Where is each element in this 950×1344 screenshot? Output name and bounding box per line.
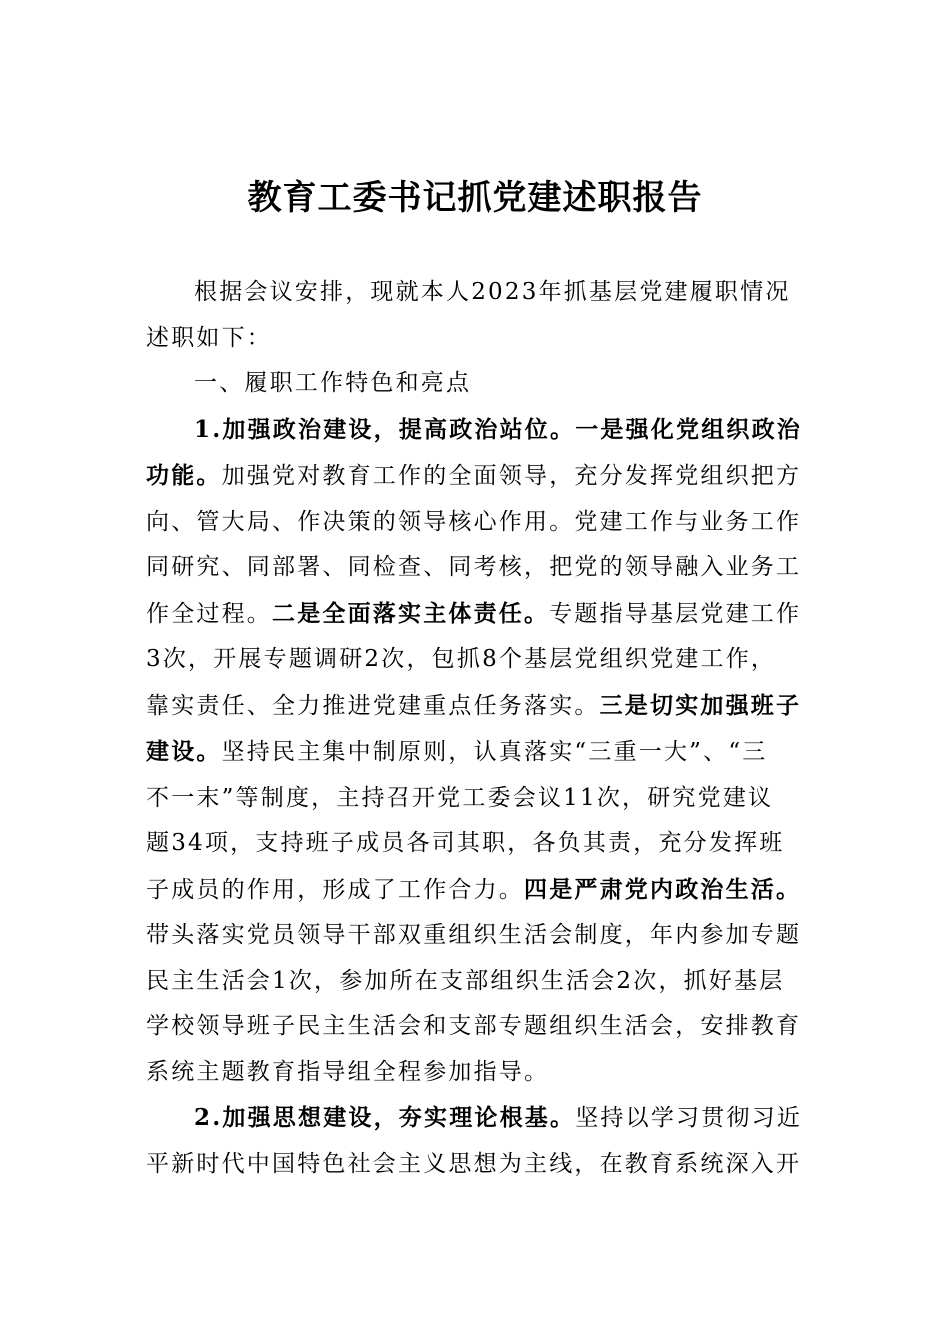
bold-phrase: 四是严肃党内政治生活。 <box>524 875 802 903</box>
item-1-line: 不一末”等制度，主持召开党工委会议11次，研究党建议 <box>146 784 774 811</box>
paragraph-text: 子成员的作用，形成了工作合力。 <box>146 876 524 903</box>
item-1-line <box>146 729 806 776</box>
item-1-line <box>146 683 806 730</box>
bold-phrase: 功能。 <box>146 462 222 489</box>
item-1-line: 学校领导班子民主生活会和支部专题组织生活会，安排教育 <box>146 1013 802 1039</box>
item-1-line <box>146 407 806 454</box>
bold-phrase: 三是切实加强班子 <box>599 691 802 719</box>
item-1-line: 向、管大局、作决策的领导核心作用。党建工作与业务工作 <box>146 508 802 535</box>
item-2-paragraph <box>146 1095 806 1187</box>
item-1-paragraph <box>146 407 806 1096</box>
bold-phrase: 1.加强政治建设，提高政治站位。一是强化党组织政治 <box>194 415 803 443</box>
bold-phrase: 建设。 <box>146 738 222 765</box>
item-1-line: 同研究、同部署、同检查、同考核，把党的领导融入业务工 <box>146 554 802 580</box>
bold-phrase: 2.加强思想建设，夯实理论根基。 <box>194 1104 576 1131</box>
item-1-line: 系统主题教育指导组全程参加指导。 <box>146 1058 550 1085</box>
section-heading: 一、履职工作特色和亮点 <box>194 370 472 396</box>
item-2-line <box>146 1095 806 1142</box>
item-1-line: 3次，开展专题调研2次，包抓8个基层党组织党建工作， <box>146 646 777 672</box>
item-1-line <box>146 591 806 638</box>
item-2-line: 平新时代中国特色社会主义思想为主线，在教育系统深入开 <box>146 1150 802 1177</box>
paragraph-text: 靠实责任、全力推进党建重点任务落实。 <box>146 692 600 719</box>
item-1-line: 题34项，支持班子成员各司其职，各负其责，充分发挥班 <box>146 830 785 856</box>
paragraph-text: 坚持民主集中制原则，认真落实“三重一大”、“三 <box>221 739 768 765</box>
paragraph-text: 加强党对教育工作的全面领导，充分发挥党组织把方 <box>221 463 802 489</box>
document-title: 教育工委书记抓党建述职报告 <box>247 178 703 218</box>
intro-line-1: 根据会议安排，现就本人2023年抓基层党建履职情况 <box>194 279 791 305</box>
item-1-line <box>146 453 806 500</box>
paragraph-text: 坚持以学习贯彻习近 <box>575 1105 803 1131</box>
item-1-line <box>146 867 806 914</box>
paragraph-text: 专题指导基层党建工作 <box>549 600 802 627</box>
paragraph-text: 作全过程。 <box>146 600 272 627</box>
bold-phrase: 二是全面落实主体责任。 <box>272 599 550 627</box>
intro-paragraph <box>146 270 806 361</box>
item-1-line: 带头落实党员领导干部双重组织生活会制度，年内参加专题 <box>146 922 802 948</box>
intro-line-2: 述职如下： <box>146 324 272 351</box>
document-body <box>146 270 806 1187</box>
item-1-line: 民主生活会1次，参加所在支部组织生活会2次，抓好基层 <box>146 967 785 994</box>
